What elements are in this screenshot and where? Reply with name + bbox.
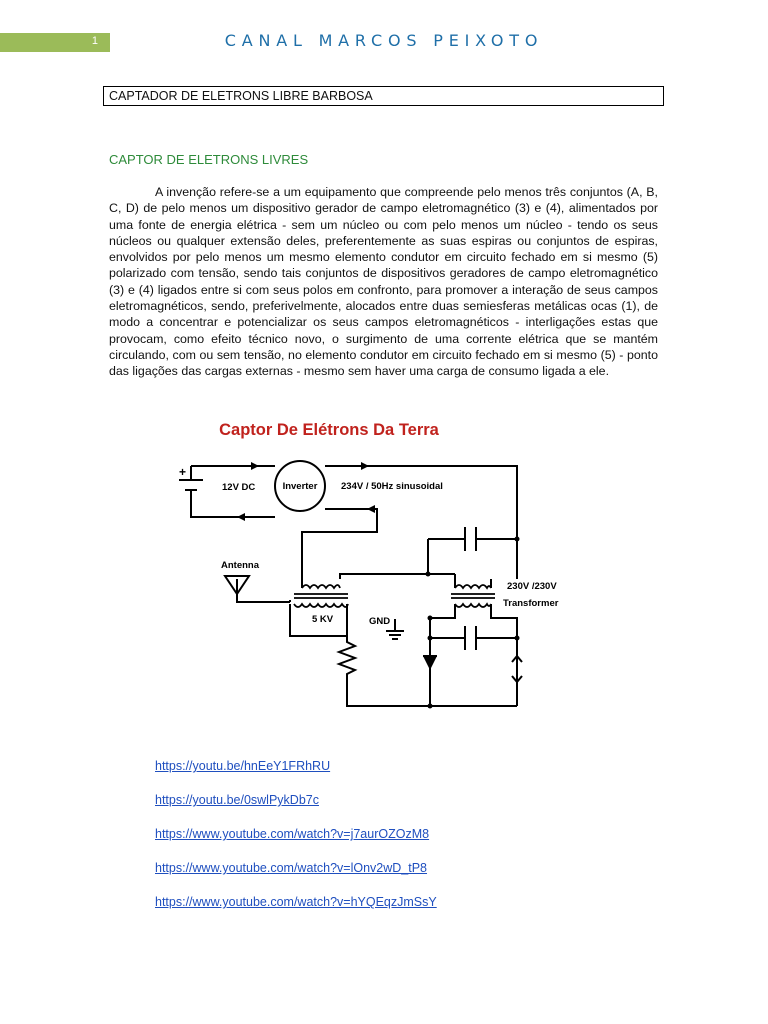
diagram-title: Captor De Elétrons Da Terra [219,421,439,439]
video-link[interactable]: https://www.youtube.com/watch?v=hYQEqzJmSsY [155,895,437,909]
circuit-diagram [155,404,600,742]
section-heading: CAPTOR DE ELETRONS LIVRES [109,152,309,167]
hv-label: 5 KV [312,614,334,625]
transformer-label: Transformer [503,598,559,609]
transformer-volts: 230V /230V [507,581,557,592]
video-link[interactable]: https://www.youtube.com/watch?v=j7aurOZOzM8 [155,827,430,841]
antenna-label: Antenna [221,560,259,571]
battery-label: 12V DC [222,482,256,493]
document-title: CAPTADOR DE ELETRONS LIBRE BARBOSA [103,86,664,106]
video-link[interactable]: https://youtu.be/0swlPykDb7c [155,793,319,807]
video-link[interactable]: https://www.youtube.com/watch?v=lOnv2wD_tP8 [155,861,428,875]
video-link[interactable]: https://youtu.be/hnEeY1FRhRU [155,759,331,773]
video-links [155,758,437,928]
gnd-label: GND [369,616,391,627]
page-number: 1 [91,35,98,47]
inverter-label: Inverter [282,481,318,492]
body-paragraph: A invenção refere-se a um equipamento que compreende pelo menos três conjuntos (A, B, C, D) de pelo menos um dispositivo gerador de campo eletromagnético (3) e (4), alimentados por uma fonte de energia elétrica - sem um núcleo ou com pelo menos um núcleo - tendo os seus núcleos ou qualquer extensão deles, preferentemente as suas espiras ou conjuntos de espiras, envolvidos por pelo menos um mesmo elemento condutor em circuito fechado em si mesmo (5) polarizado com tensão, sendo tais conjuntos de dispositivos geradores de campo eletromagnético (3) e (4) ligados entre si com seus polos em confronto, para promover a interação de seus campos eletromagnéticos, sendo, preferivelmente, alocados entre duas semiesferas metálicas ocas (1), de modo a concentrar e potencializar os seus campos eletromagnéticos - interligações estas que provocam, como efeito técnico novo, o surgimento de uma corrente elétrica que se mantém circulando, com ou sem tensão, no elemento condutor em circuito fechado em si mesmo (5) - ponto das ligações das cargas externas - mesmo sem haver uma carga de consumo ligada a ele. [109,185,658,379]
channel-header: CANAL MARCOS PEIXOTO [224,31,544,50]
ac-label: 234V / 50Hz sinusoidal [341,481,443,492]
plus-label: + [179,465,187,479]
circuit-svg [155,404,600,742]
